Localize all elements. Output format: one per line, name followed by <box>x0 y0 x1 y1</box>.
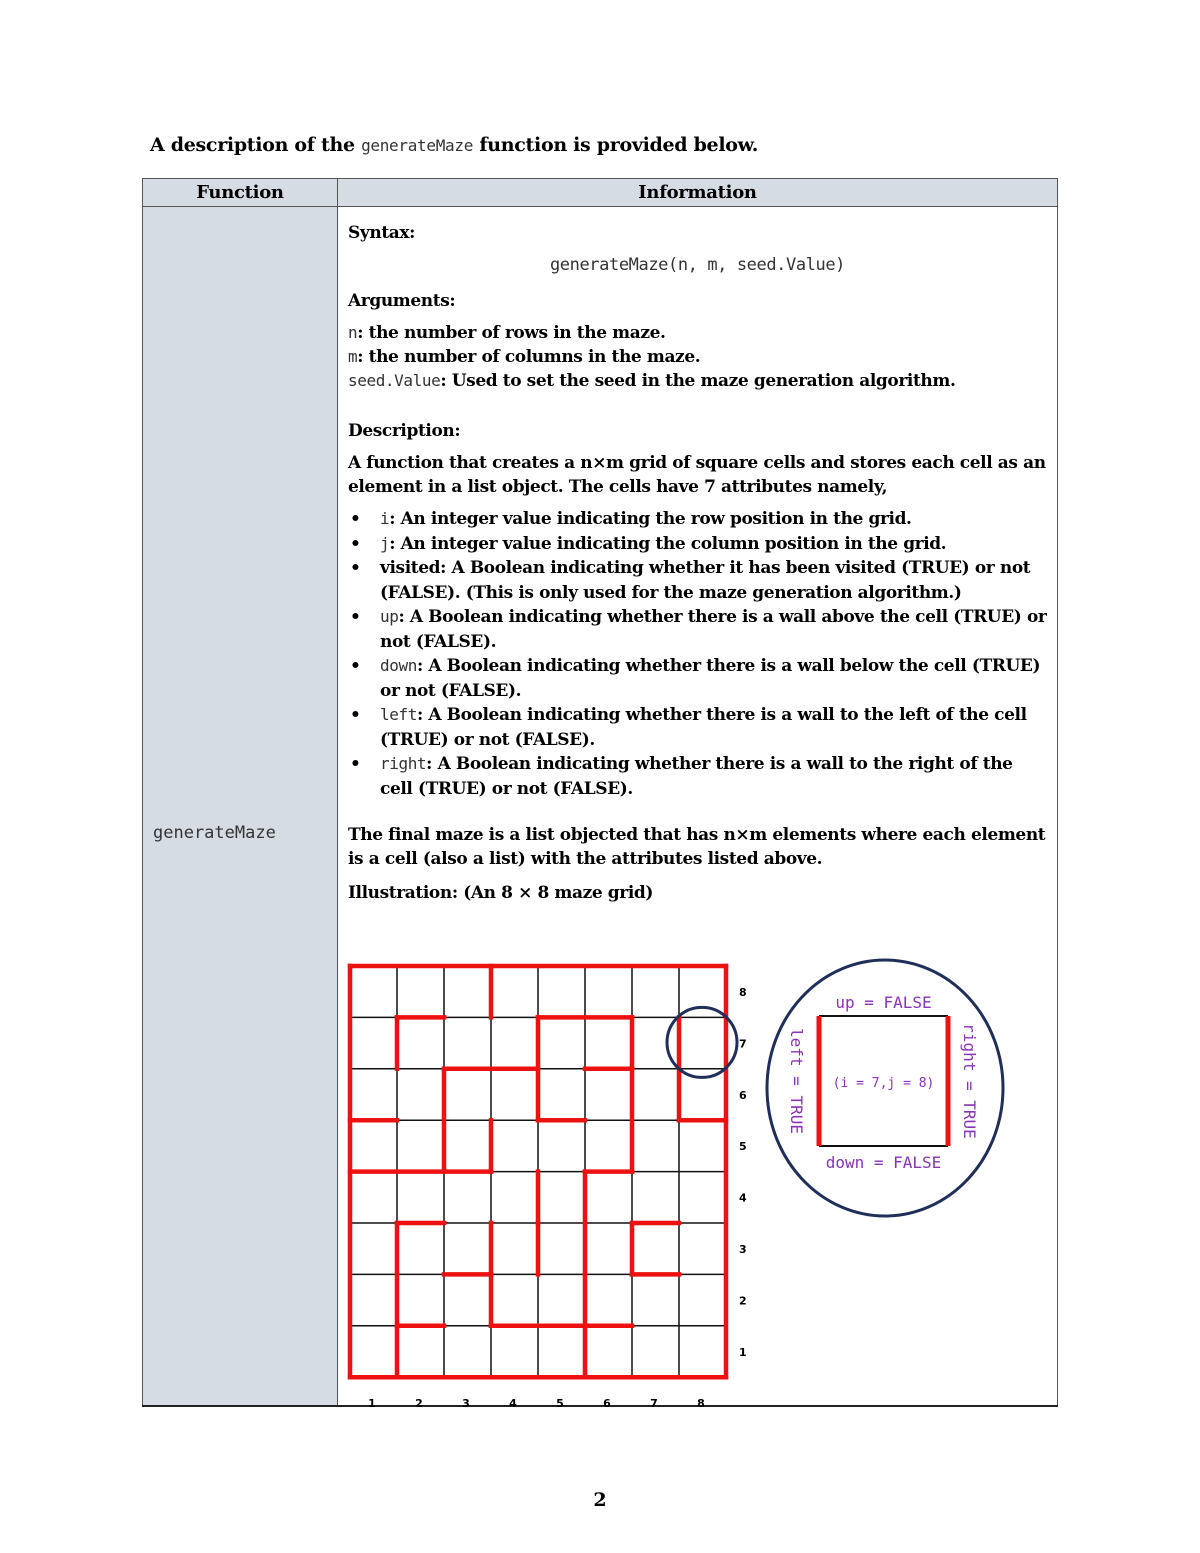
function-name: generateMaze <box>153 823 276 843</box>
argument-n: n: the number of rows in the maze. <box>348 323 666 343</box>
information-cell <box>338 207 1058 1407</box>
intro-function-code: generateMaze <box>361 136 474 155</box>
col-label: 6 <box>603 1397 611 1407</box>
attribute-right: • right: A Boolean indicating whether there is a wall to the right of the cell (TRUE) or not (FALSE). <box>380 752 1047 801</box>
function-table <box>142 178 1058 1407</box>
col-label: 3 <box>462 1397 470 1407</box>
col-label: 5 <box>556 1397 564 1407</box>
page-number: 2 <box>593 1489 607 1511</box>
zoom-up-label: up = FALSE <box>835 993 932 1012</box>
attribute-visited: • visited: A Boolean indicating whether it has been visited (TRUE) or not (FALSE). (This is only used for the maze generation algorithm.) <box>380 556 1047 605</box>
zoom-down-label: down = FALSE <box>825 1153 942 1172</box>
row-label: 8 <box>739 986 747 999</box>
header-function: Function <box>143 179 338 207</box>
description-text: A function that creates a n×m grid of square cells and stores each cell as an element in a list object. The cells have 7 attributes namely, <box>348 453 1046 497</box>
syntax-code: generateMaze(n, m, seed.Value) <box>549 255 846 275</box>
col-label: 7 <box>650 1397 658 1407</box>
col-label: 2 <box>415 1397 423 1407</box>
attribute-list <box>348 507 1047 801</box>
description-label: Description: <box>348 421 461 441</box>
header-information: Information <box>338 179 1058 207</box>
maze-svg <box>338 957 1056 1407</box>
row-label: 7 <box>739 1037 747 1051</box>
argument-seed: seed.Value: Used to set the seed in the maze generation algorithm. <box>348 371 956 391</box>
attribute-down: • down: A Boolean indicating whether there is a wall below the cell (TRUE) or not (FALSE). <box>380 654 1047 703</box>
row-label: 3 <box>739 1243 747 1256</box>
row-label: 4 <box>739 1191 747 1205</box>
attribute-up: • up: A Boolean indicating whether there is a wall above the cell (TRUE) or not (FALSE). <box>380 605 1047 654</box>
intro-sentence: A description of the generateMaze function is provided below. <box>150 134 759 156</box>
function-cell <box>143 207 338 1407</box>
row-label: 1 <box>739 1345 747 1359</box>
arguments-label: Arguments: <box>348 291 456 311</box>
argument-m: m: the number of columns in the maze. <box>348 347 701 367</box>
zoom-right-label: right = TRUE <box>960 1023 979 1139</box>
attribute-i: • i: An integer value indicating the row position in the grid. <box>380 507 1047 532</box>
zoom-left-label: left = TRUE <box>787 1028 806 1134</box>
final-text: The final maze is a list objected that has n×m elements where each element is a cell (also a list) with the attributes listed above. <box>348 825 1046 869</box>
attribute-j: • j: An integer value indicating the column position in the grid. <box>380 532 1047 557</box>
row-label: 5 <box>739 1140 747 1154</box>
col-label: 1 <box>368 1397 376 1407</box>
zoom-cell-label: (i = 7,j = 8) <box>832 1076 935 1091</box>
row-label: 2 <box>739 1294 747 1308</box>
maze-illustration <box>338 957 1056 1407</box>
attribute-left: • left: A Boolean indicating whether there is a wall to the left of the cell (TRUE) or not (FALSE). <box>380 703 1047 752</box>
col-label: 8 <box>697 1397 705 1407</box>
illustration-label: Illustration: (An 8 × 8 maze grid) <box>348 883 654 903</box>
row-label: 6 <box>739 1088 747 1102</box>
syntax-label: Syntax: <box>348 223 415 243</box>
col-label: 4 <box>509 1397 517 1407</box>
